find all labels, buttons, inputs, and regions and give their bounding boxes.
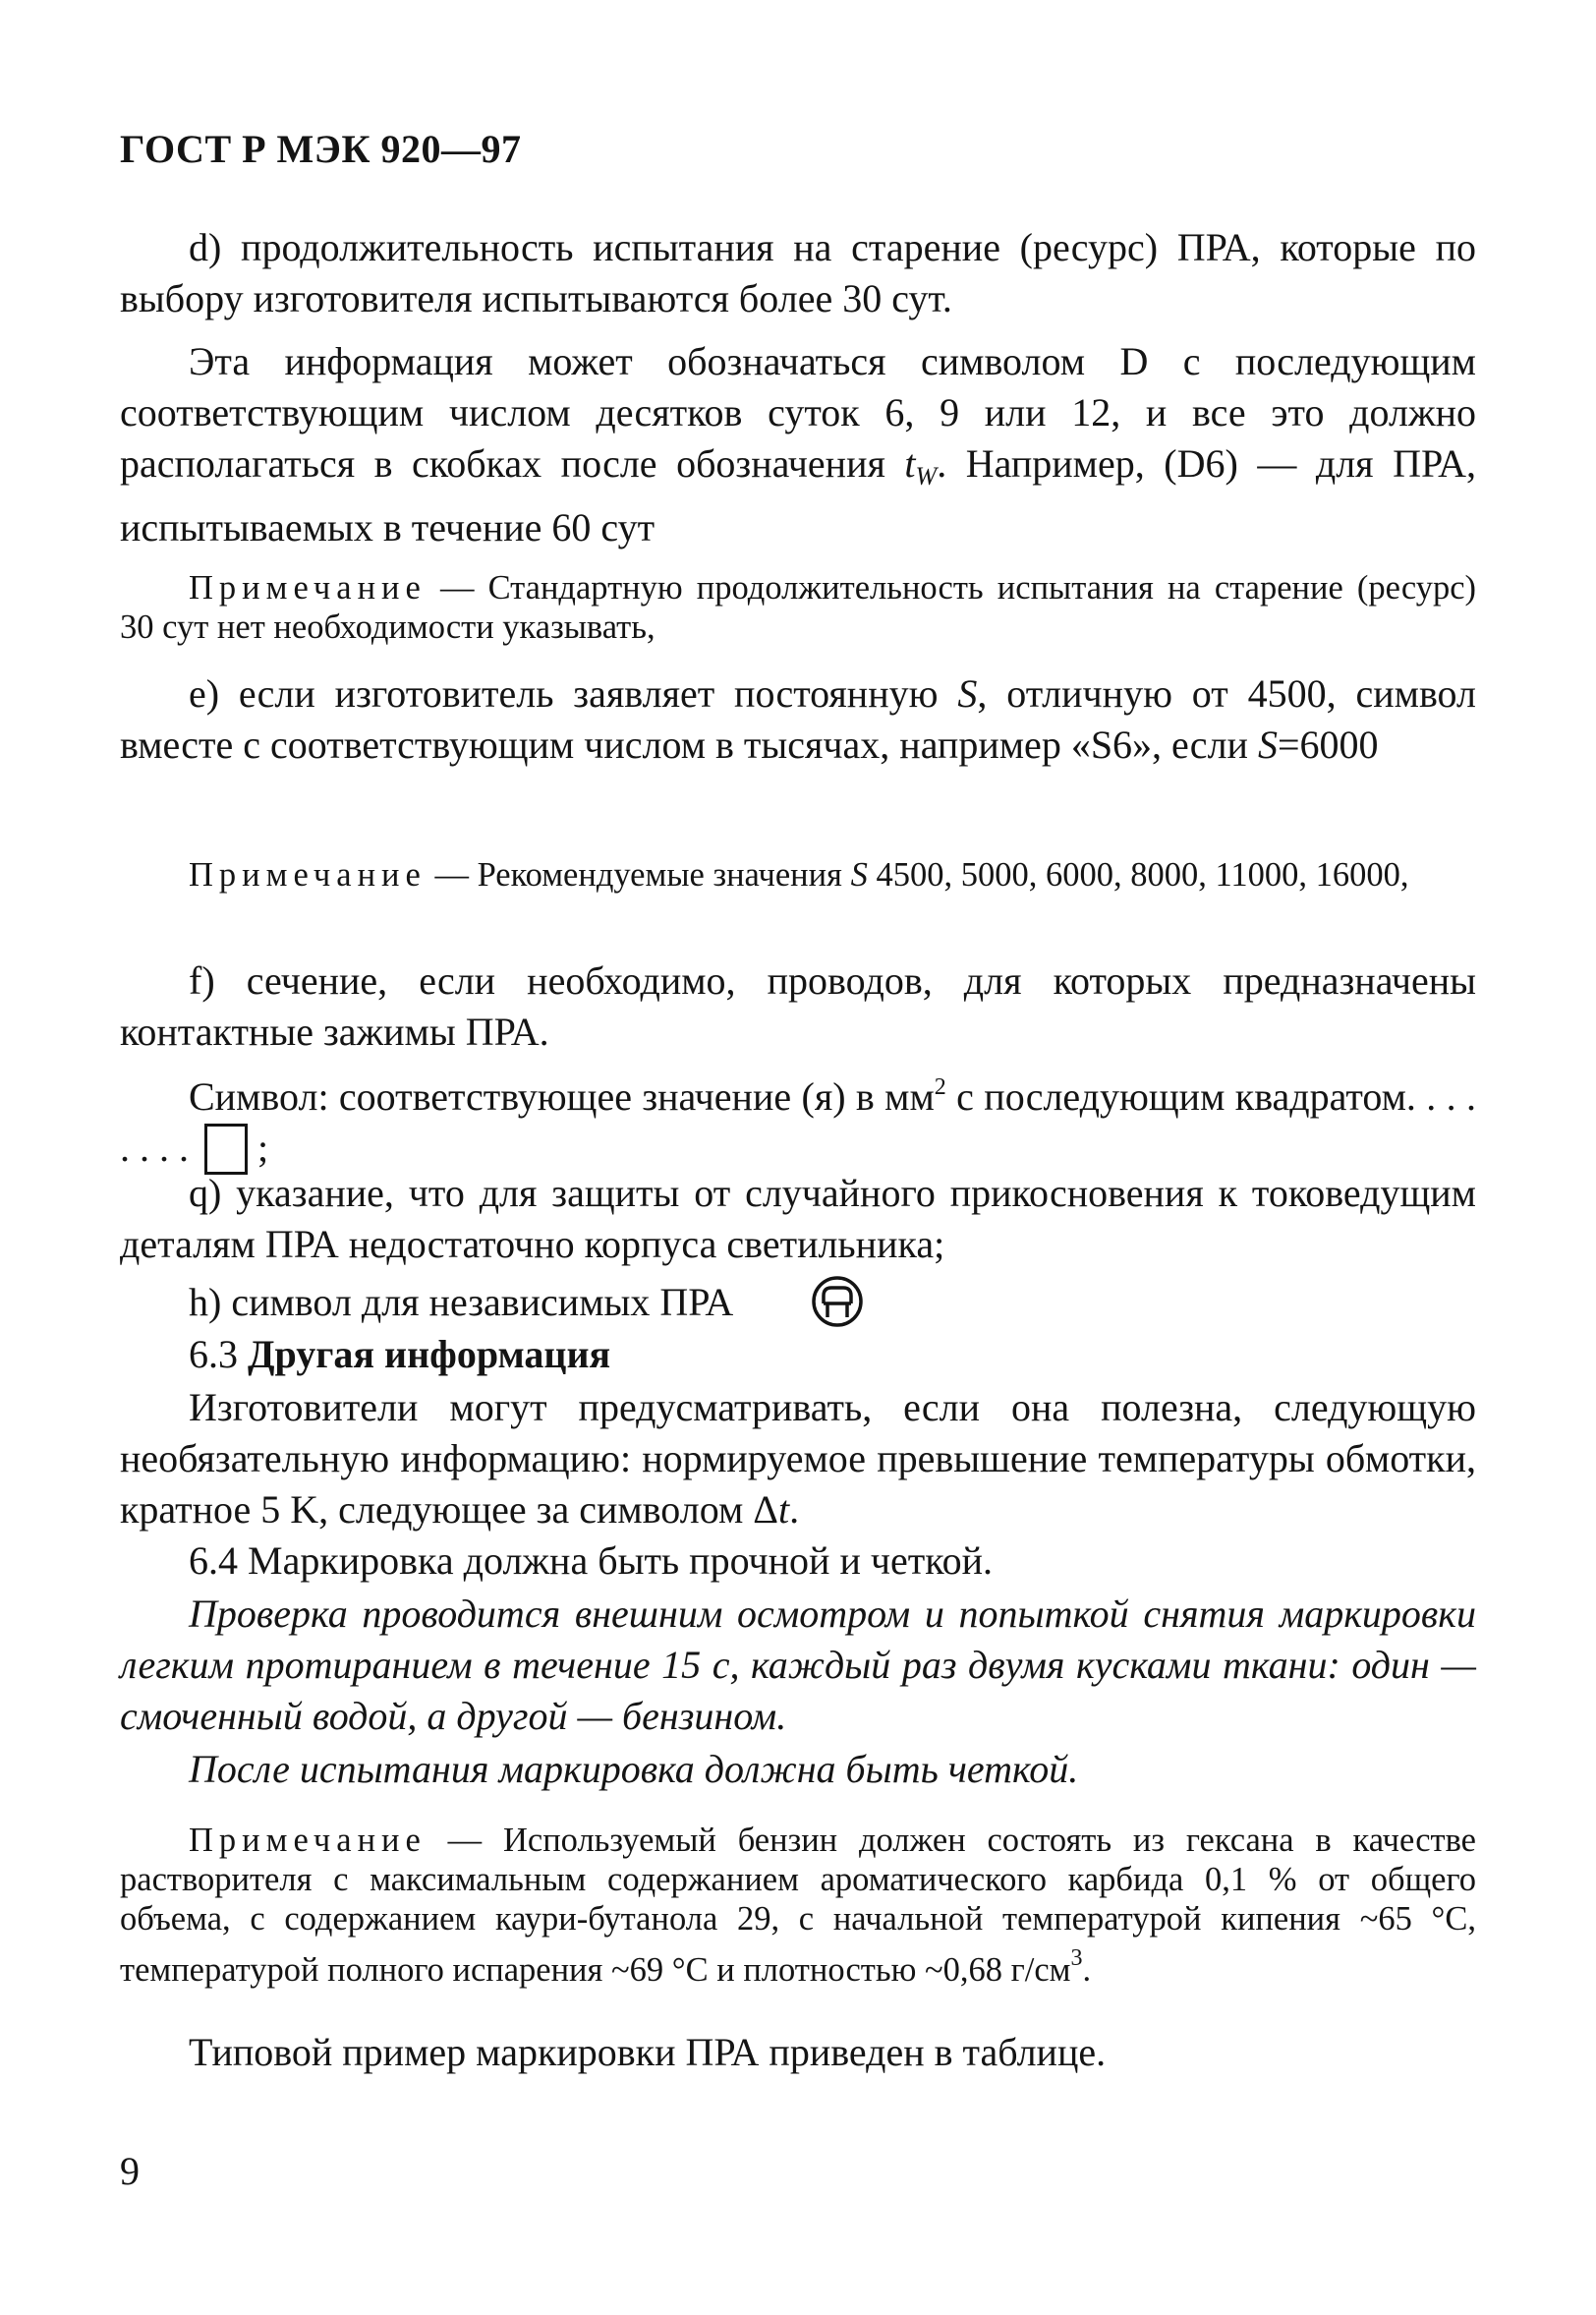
section-6-3-title: Другая информация [248,1332,611,1376]
tw-symbol: t [904,441,916,486]
note-2-part2: 4500, 5000, 6000, 8000, 11000, 16000, [867,856,1409,894]
final-paragraph [120,2027,1476,2078]
document-header: ГОСТ Р МЭК 920—97 [120,127,522,171]
item-g [120,1168,1476,1270]
delta-symbol: Δ [753,1487,779,1532]
symbol-sup: 2 [934,1074,946,1100]
para-6-3-text: Изготовители могут предусматривать, если она полезна, следующую необязательную информацию: нормируемое превышение температуры обмотки, кратное 5 K, следующее за символом [120,1385,1476,1532]
item-e-part2: , отличную от 4500, символ вместе с соответствующим числом в тысячах, например «S6», если [120,671,1476,767]
item-g-text: q) указание, что для защиты от случайного прикосновения к токоведущим деталям ПРА недостаточно корпуса светильника; [120,1171,1476,1266]
para-6-3-end: . [789,1487,800,1532]
after-test-paragraph [120,1744,1476,1795]
note-3-text: — Используемый бензин должен состоять из гексана в качестве растворителя с максимальным содержанием ароматического карбида 0,1 % от общего объема, с содержанием каури-бутанола 29, с начальной температурой кипения ~65 °С, температурой полного испарения ~69 °С и плотностью ~0,68 г/см [120,1822,1476,1989]
item-d-text: d) продолжительность испытания на старение (ресурс) ПРА, которые по выбору изготовителя испытываются более 30 сут. [120,225,1476,320]
note-1 [120,568,1476,647]
symbol-part2: с последующим квадратом. . . . . . . . [120,1074,1476,1170]
after-test-text: После испытания маркировка должна быть четкой. [189,1747,1079,1791]
note-1-label: Примечание [189,569,427,607]
para-6-4 [120,1535,1476,1587]
note-1-text: — Стандартную продолжительность испытания на старение (ресурс) 30 сут нет необходимости указывать, [120,569,1476,646]
symbol-part1: Символ: соответствующее значение (я) в мм [189,1074,935,1119]
check-text: Проверка проводится внешним осмотром и попыткой снятия маркировки легким протиранием в течение 15 с, каждый раз двумя кусками ткани: один — смоченный водой, а другой — бензином. [120,1592,1476,1738]
note-3-end: . [1082,1951,1092,1989]
item-d [120,222,1476,324]
note-2-part1: — Рекомендуемые значения [426,856,851,894]
info-part1: Эта информация может обозначаться символом D с последующим соответствующим числом десятков суток 6, 9 или 12, и все это должно располагаться в скобках после обозначения [120,339,1476,486]
note-3 [120,1821,1476,1990]
note-2 [120,855,1476,895]
item-f-text: f) сечение, если необходимо, проводов, для которых предназначены контактные зажимы ПРА. [120,958,1476,1054]
info-paragraph [120,336,1476,553]
s-symbol-2: S [1257,723,1278,767]
section-6-3-number: 6.3 [189,1332,248,1376]
check-paragraph [120,1589,1476,1742]
tw-subscript: W [915,462,938,491]
note-3-label: Примечание [189,1822,427,1859]
note-2-label: Примечание [189,856,427,894]
symbol-part3: ; [248,1126,269,1170]
symbol-line [120,1062,1476,1175]
s-symbol-1: S [957,671,978,716]
final-text: Типовой пример маркировки ПРА приведен в таблице. [189,2030,1107,2074]
page-number: 9 [120,2149,140,2193]
note-3-sup: 3 [1070,1945,1083,1971]
section-6-3 [120,1329,1476,1380]
item-e-part1: е) если изготовитель заявляет постоянную [189,671,958,716]
para-6-4-text: 6.4 Маркировка должна быть прочной и четкой. [189,1538,994,1583]
item-e [120,668,1476,771]
info-part2: . Например, (D6) — для ПРА, испытываемых в течение 60 сут [120,441,1476,550]
item-e-part3: =6000 [1277,723,1379,767]
item-f [120,955,1476,1058]
delta-t: t [778,1487,790,1532]
item-h-text: h) символ для независимых ПРА [189,1280,734,1324]
para-6-3 [120,1382,1476,1535]
note-2-s: S [850,856,868,894]
